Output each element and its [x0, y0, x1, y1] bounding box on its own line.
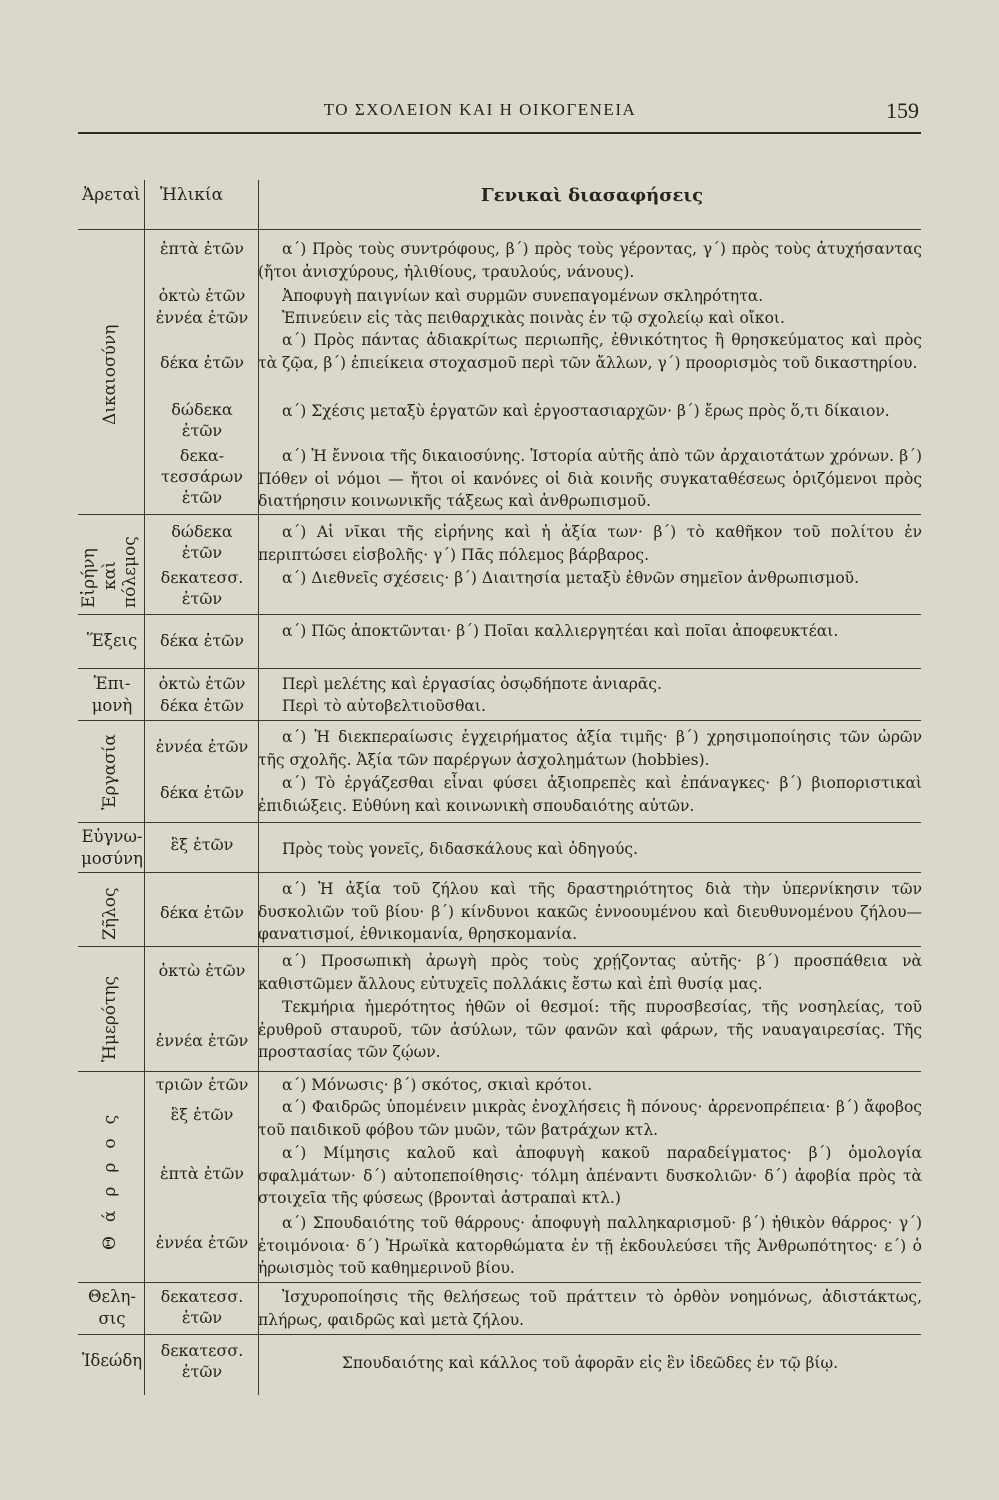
age-ten-work: δέκα ἐτῶν — [159, 783, 245, 802]
age-line: δεκατεσσ. — [160, 568, 244, 587]
age-fourteen — [144, 445, 260, 508]
age-line: ἐτῶν — [181, 421, 223, 440]
age-line: ἐτῶν — [181, 589, 223, 608]
entry-gentleness-2: Τεκμήρια ἡμερότητος ἠθῶν οἱ θεσμοί: τῆς πυροσβεσίας, τῆς νοσηλείας, τοῦ ἐρυθροῦ σταυροῦ, τῶν ἀσύλων, τῶν φανῶν καὶ φάρων, τῆς ναυαγαιρεσίας. Τῆς προστασίας τῶν ζῴων. — [258, 998, 922, 1061]
age-twelve — [144, 399, 260, 441]
virtue-line: Ἐπι- — [93, 674, 131, 693]
age-eight: ὀκτὼ ἐτῶν — [158, 286, 246, 305]
age-line: τεσσάρων — [161, 467, 243, 486]
entry-justice-5: α΄) Σχέσις μεταξὺ ἐργατῶν καὶ ἐργοστασιαρχῶν· β΄) ἔρως πρὸς ὅ,τι δίκαιον. — [282, 402, 890, 420]
entry-ideals: Σπουδαιότης καὶ κάλλος τοῦ ἀφορᾶν εἰς ἓν ἰδεῶδες ἐν τῷ βίῳ. — [341, 1354, 839, 1372]
entry-zeal: α΄) Ἡ ἀξία τοῦ ζήλου καὶ τῆς δραστηριότητος διὰ τὴν ὑπερνίκησιν τῶν δυσκολιῶν τοῦ βίου· β΄) κίνδυνοι κακῶς ἐννοουμένου καὶ διευθυνομένου ζήλου—φανατισμοί, ἐθνικομανία, θρησκομανία. — [258, 880, 922, 943]
entry-justice-6: α΄) Ἡ ἔννοια τῆς δικαιοσύνης. Ἱστορία αὐτῆς ἀπὸ τῶν ἀρχαιοτάτων χρόνων. β΄) Πόθεν οἱ νόμοι — ἤτοι οἱ κανόνες οἱ διὰ κοινῆς συγκαταθέσεως ὁριζόμενοι πρὸς διατήρησιν κοινωνικῆς τάξεως καὶ ἀνθρωπισμοῦ. — [258, 447, 922, 510]
entry-diligence-1: Περὶ μελέτης καὶ ἐργασίας ὁσῳδήποτε ἀνιαρᾶς. — [282, 675, 662, 693]
column-header-virtues: Ἀρεταὶ — [82, 185, 141, 205]
age-ten-zeal: δέκα ἐτῶν — [159, 903, 245, 922]
age-line: δώδεκα — [171, 522, 233, 541]
age-eight-diligence: ὀκτὼ ἐτῶν — [158, 674, 246, 693]
virtue-ideals: Ἰδεώδη — [81, 1351, 143, 1370]
age-fourteen-will — [144, 1286, 260, 1328]
column-header-general: Γενικαὶ διασαφήσεις — [480, 185, 704, 206]
entry-courage-1: α΄) Μόνωσις· β΄) σκότος, σκιαὶ κρότοι. — [282, 1076, 593, 1094]
age-nine-work: ἐννέα ἐτῶν — [155, 737, 249, 756]
virtue-gentleness: Ἡμερότης — [100, 975, 120, 1062]
running-title: ΤΟ ΣΧΟΛΕΙΟΝ ΚΑΙ Η ΟΙΚΟΓΕΝΕΙΑ — [323, 100, 637, 119]
entry-gratitude: Πρὸς τοὺς γονεῖς, διδασκάλους καὶ ὁδηγούς. — [282, 840, 639, 858]
age-line: δώδεκα — [171, 400, 233, 419]
entry-habits: α΄) Πῶς ἀποκτῶνται· β΄) Ποῖαι καλλιεργητέαι καὶ ποῖαι ἀποφευκτέαι. — [282, 622, 839, 640]
virtue-line: μοσύνη — [81, 849, 143, 868]
entry-justice-1: α΄) Πρὸς τοὺς συντρόφους, β΄) πρὸς τοὺς γέροντας, γ΄) πρὸς τοὺς ἀτυχήσαντας (ἤτοι ἀνισχύρους, ἠλιθίους, τραυλούς, νάνους). — [258, 240, 922, 281]
virtue-peace-war-2: καὶ — [100, 561, 120, 590]
age-ten: δέκα ἐτῶν — [159, 353, 245, 372]
virtue-line: Θελη- — [88, 1287, 136, 1306]
age-eight-gentleness: ὀκτὼ ἐτῶν — [158, 961, 246, 980]
virtue-diligence — [80, 673, 144, 717]
age-ten-diligence: δέκα ἐτῶν — [159, 696, 245, 715]
virtue-will — [80, 1286, 144, 1330]
virtue-line: σις — [98, 1309, 126, 1328]
entry-peace-1: α΄) Αἱ νῖκαι τῆς εἰρήνης καὶ ἡ ἀξία των· β΄) τὸ καθῆκον τοῦ πολίτου ἐν περιπτώσει εἰσβολῆς· γ΄) Πᾶς πόλεμος βάρβαρος. — [258, 523, 922, 564]
virtue-line: Εὐγνω- — [81, 827, 143, 846]
age-line: δεκα- — [179, 446, 225, 465]
row-rule — [78, 1334, 921, 1335]
entry-courage-2: α΄) Φαιδρῶς ὑπομένειν μικρὰς ἐνοχλήσεις ἢ πόνους· ἀρρενοπρέπεια· β΄) ἄφοβος τοῦ παιδικοῦ φόβου τῶν μυῶν, τῶν βατράχων κτλ. — [258, 1098, 922, 1139]
age-twelve-peace — [144, 521, 260, 563]
virtue-habits: Ἕξεις — [86, 631, 138, 650]
virtue-zeal: Ζῆλος — [100, 887, 120, 940]
entry-will: Ἰσχυροποίησις τῆς θελήσεως τοῦ πράττειν τὸ ὀρθὸν νοημόνως, ἀδιστάκτως, πλήρως, φαιδρῶς καὶ μετὰ ζήλου. — [258, 1288, 922, 1329]
age-seven-courage: ἑπτὰ ἐτῶν — [159, 1164, 245, 1183]
age-six-gratitude: ἓξ ἐτῶν — [170, 835, 234, 854]
virtue-courage: Θάρρος — [100, 1100, 120, 1250]
age-line: ἐτῶν — [181, 543, 223, 562]
virtue-line: μονὴ — [91, 696, 133, 715]
entry-courage-4: α΄) Σπουδαιότης τοῦ θάρρους· ἀποφυγὴ παλληκαρισμοῦ· β΄) ἠθικὸν θάρρος· γ΄) ἑτοιμόνοια· δ΄) Ἡρωϊκὰ κατορθώματα ἐν τῇ ἐκδουλεύσει τῆς Ἀνθρωπότητος· ε΄) ὁ ἡρωισμὸς τοῦ καθημερινοῦ βίου. — [258, 1214, 922, 1277]
age-line: ἐτῶν — [181, 488, 223, 507]
row-rule — [78, 872, 921, 873]
age-line: ἐτῶν — [181, 1362, 223, 1381]
virtue-gratitude — [80, 826, 144, 870]
entry-work-1: α΄) Ἡ διεκπεραίωσις ἐγχειρήματος ἀξία τιμῆς· β΄) χρησιμοποίησις τῶν ὡρῶν τῆς σχολῆς. Ἀξία τῶν παρέργων ἀσχολημάτων (hobbies). — [258, 728, 922, 769]
entry-work-2: α΄) Τὸ ἐργάζεσθαι εἶναι φύσει ἀξιοπρεπὲς καὶ ἐπάναγκες· β΄) βιοποριστικαὶ ἐπιδιώξεις. Εὐθύνη καὶ κοινωνικὴ σπουδαιότης αὐτῶν. — [258, 774, 922, 815]
row-rule — [78, 946, 921, 947]
row-rule — [78, 514, 921, 515]
age-three-courage: τριῶν ἐτῶν — [155, 1075, 249, 1094]
age-nine: ἐννέα ἐτῶν — [155, 308, 249, 327]
entry-diligence-2: Περὶ τὸ αὐτοβελτιοῦσθαι. — [282, 697, 486, 715]
row-rule — [78, 1071, 921, 1072]
age-nine-gentleness: ἐννέα ἐτῶν — [155, 1031, 249, 1050]
column-header-age: Ἡλικία — [160, 185, 224, 205]
header-row-rule — [78, 229, 921, 230]
row-rule — [78, 1282, 921, 1283]
virtue-work: Ἐργασία — [100, 734, 120, 810]
entry-courage-3: α΄) Μίμησις καλοῦ καὶ ἀποφυγὴ κακοῦ παραδείγματος· β΄) ὁμολογία σφαλμάτων· δ΄) αὐτοπεποίθησις· τόλμη ἀπέναντι δυσκολιῶν· δ΄) ἀφοβία πρὸς τὰ στοιχεῖα τῆς φύσεως (βρονταὶ ἀστραπαὶ κτλ.) — [258, 1144, 922, 1207]
row-rule — [78, 822, 921, 823]
age-fourteen-ideals — [144, 1340, 260, 1382]
age-ten-habits: δέκα ἐτῶν — [159, 631, 245, 650]
age-line: δεκατεσσ. — [160, 1341, 244, 1360]
entry-gentleness-1: α΄) Προσωπικὴ ἀρωγὴ πρὸς τοὺς χρῄζοντας αὐτῆς· β΄) προσπάθεια νὰ καθιστῶμεν ἄλλους εὐτυχεῖς πολλάκις ἔστω καὶ ἐπὶ θυσίᾳ μας. — [258, 952, 922, 993]
entry-justice-3: Ἐπινεύειν εἰς τὰς πειθαρχικὰς ποινὰς ἐν τῷ σχολείῳ καὶ οἴκοι. — [282, 309, 785, 327]
age-six-courage: ἓξ ἐτῶν — [170, 1105, 234, 1124]
age-line: δεκατεσσ. — [160, 1287, 244, 1306]
virtue-peace-war-1: Εἰρήνη — [79, 548, 99, 608]
virtue-justice: Δικαιοσύνη — [100, 324, 120, 425]
entry-peace-2: α΄) Διεθνεῖς σχέσεις· β΄) Διαιτησία μεταξὺ ἐθνῶν σημεῖον ἀνθρωπισμοῦ. — [282, 569, 859, 587]
page-number: 159 — [886, 98, 919, 123]
age-nine-courage: ἐννέα ἐτῶν — [155, 1233, 249, 1252]
age-seven: ἑπτὰ ἐτῶν — [159, 239, 245, 258]
entry-justice-4: α΄) Πρὸς πάντας ἀδιακρίτως περιωπῆς, ἐθνικότητος ἢ θρησκεύματος καὶ πρὸς τὰ ζῷα, β΄) ἐπιείκεια στοχασμοῦ περὶ τῶν ἄλλων, γ΄) προορισμὸς τοῦ δικαστηρίου. — [258, 331, 922, 372]
age-fourteen-peace — [144, 567, 260, 609]
entry-justice-2: Ἀποφυγὴ παιγνίων καὶ συρμῶν συνεπαγομένων σκληρότητα. — [282, 287, 764, 305]
row-rule — [78, 668, 921, 669]
header-rule — [78, 132, 921, 134]
virtue-peace-war-3: πόλεμος — [120, 536, 140, 608]
age-line: ἐτῶν — [181, 1308, 223, 1327]
row-rule — [78, 614, 921, 615]
row-rule — [78, 720, 921, 721]
